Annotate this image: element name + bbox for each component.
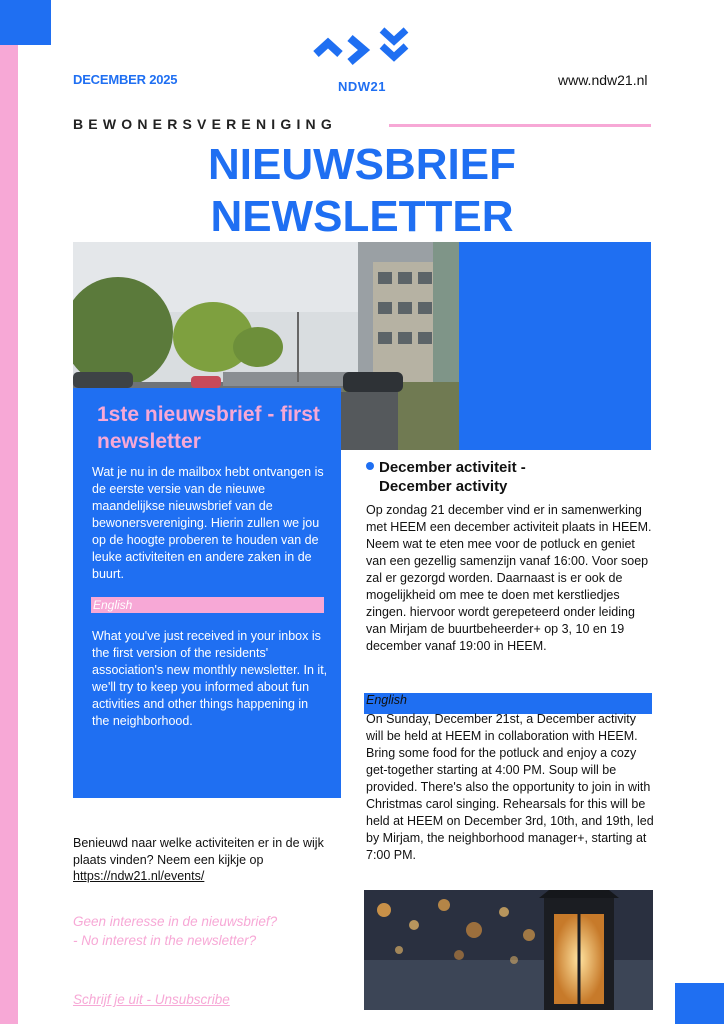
website-url[interactable]: www.ndw21.nl [558, 72, 648, 88]
unsubscribe-link[interactable]: Schrijf je uit - Unsubscribe [73, 992, 230, 1007]
english-label: English [91, 597, 324, 613]
events-intro-text: Benieuwd naar welke activiteiten er in de wijk plaats vinden? Neem een kijkje op [73, 836, 324, 867]
photo-blue-panel [459, 242, 651, 450]
first-newsletter-heading: 1ste nieuwsbrief - first newsletter [97, 403, 320, 453]
first-newsletter-dutch-text: Wat je nu in de mailbox hebt ontvangen is de eerste versie van de nieuwe maandelijkse nieuwsbrief van de bewonersvereniging. Hierin zullen we jou op de hoogte proberen te houden van de leuke activiteiten en andere zaken in de buurt. [92, 465, 324, 581]
association-label: BEWONERSVERENIGING [73, 116, 337, 132]
corner-block-bottom-right [675, 983, 724, 1024]
events-link[interactable]: https://ndw21.nl/events/ [73, 869, 205, 883]
ndw21-logo-icon [312, 24, 412, 74]
page-title-dutch: NIEUWSBRIEF [208, 140, 516, 189]
page-title-english: NEWSLETTER [210, 192, 514, 241]
corner-block-top-left [0, 0, 51, 45]
lantern-photo [364, 890, 653, 1010]
december-activity-heading: December activiteit - December activity [379, 459, 526, 495]
logo-wordmark: NDW21 [337, 79, 386, 94]
december-activity-dutch-text: Op zondag 21 december vind er in samenwerking met HEEM een december activiteit plaats in HEEM. Neem wat te eten mee voor de potluck en geniet van een gezellig samenzijn vanaf 16:00. Voor soep zal er gezorgd worden. Daarnaast is er ook de mogelijkheid om mee te doen met kerstliedjes zingen. hiervoor wordt gerepeteerd onder leiding van Mirjam de buurtbeheerder+ op 3, 10 en 19 december vanaf 19:00 in HEEM. [366, 503, 652, 653]
bullet-dot-icon [366, 462, 374, 470]
english-label: English [364, 693, 652, 714]
december-activity-english-text: On Sunday, December 21st, a December activity will be held at HEEM in collaboration with HEEM. Bring some food for the potluck and enjoy a cozy get-together starting at 4:00 PM. Soup will be provided. There's also the opportunity to join in with Christmas carol singing. Rehearsals for this will be held at HEEM on December 3rd, 10th, and 19th, led by Mirjam, the neighborhood manager+, starting at 7:00 PM. [366, 712, 654, 862]
header-divider [389, 124, 651, 127]
no-interest-text: Geen interesse in de nieuwsbrief? - No interest in the newsletter? [73, 914, 278, 948]
newsletter-date: DECEMBER 2025 [73, 72, 178, 87]
first-newsletter-english-text: What you've just received in your inbox is the first version of the residents' association's new monthly newsletter. In it, we'll try to keep you informed about fun activities and other things happening in the neighborhood. [92, 629, 328, 728]
